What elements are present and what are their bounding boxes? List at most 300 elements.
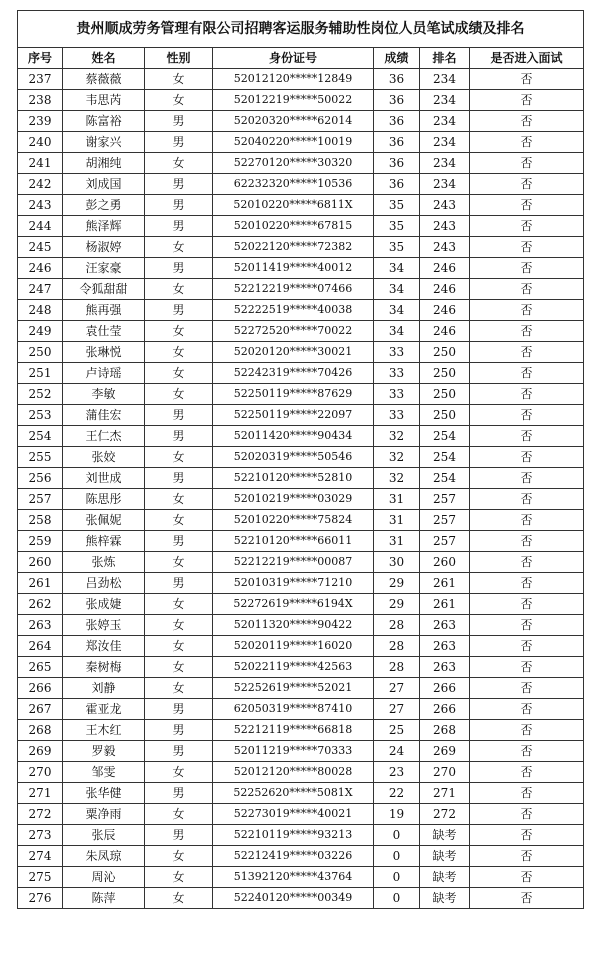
cell-id: 52210119*****93213 (213, 825, 374, 846)
cell-gender: 男 (145, 531, 213, 552)
cell-rank: 缺考 (420, 867, 470, 888)
cell-gender: 女 (145, 153, 213, 174)
cell-gender: 女 (145, 384, 213, 405)
cell-rank: 272 (420, 804, 470, 825)
cell-gender: 女 (145, 447, 213, 468)
cell-rank: 250 (420, 384, 470, 405)
table-row (18, 468, 584, 489)
cell-name: 邹雯 (63, 762, 145, 783)
cell-id: 52020120*****30021 (213, 342, 374, 363)
cell-id: 52270120*****30320 (213, 153, 374, 174)
cell-interview: 否 (470, 636, 584, 657)
table-row (18, 363, 584, 384)
cell-rank: 263 (420, 636, 470, 657)
cell-seq: 253 (18, 405, 63, 426)
table-title: 贵州顺成劳务管理有限公司招聘客运服务辅助性岗位人员笔试成绩及排名 (18, 11, 584, 48)
cell-gender: 女 (145, 237, 213, 258)
cell-id: 52012219*****50022 (213, 90, 374, 111)
cell-name: 令狐甜甜 (63, 279, 145, 300)
cell-name: 张华健 (63, 783, 145, 804)
cell-gender: 男 (145, 699, 213, 720)
cell-interview: 否 (470, 90, 584, 111)
cell-name: 汪家豪 (63, 258, 145, 279)
cell-interview: 否 (470, 699, 584, 720)
cell-score: 23 (374, 762, 420, 783)
cell-name: 彭之勇 (63, 195, 145, 216)
cell-name: 韦思芮 (63, 90, 145, 111)
header-row (18, 48, 584, 69)
cell-rank: 260 (420, 552, 470, 573)
table-row (18, 720, 584, 741)
table-row (18, 153, 584, 174)
cell-interview: 否 (470, 342, 584, 363)
table-row (18, 699, 584, 720)
table-row (18, 657, 584, 678)
cell-name: 张炼 (63, 552, 145, 573)
cell-seq: 276 (18, 888, 63, 909)
cell-seq: 260 (18, 552, 63, 573)
cell-id: 52022120*****72382 (213, 237, 374, 258)
cell-rank: 250 (420, 363, 470, 384)
cell-name: 郑汝佳 (63, 636, 145, 657)
cell-name: 朱凤琼 (63, 846, 145, 867)
cell-name: 卢诗瑶 (63, 363, 145, 384)
cell-id: 52020320*****62014 (213, 111, 374, 132)
cell-gender: 女 (145, 90, 213, 111)
table-row (18, 132, 584, 153)
cell-rank: 246 (420, 258, 470, 279)
cell-score: 19 (374, 804, 420, 825)
cell-seq: 243 (18, 195, 63, 216)
cell-seq: 264 (18, 636, 63, 657)
table-row (18, 615, 584, 636)
cell-name: 袁仕莹 (63, 321, 145, 342)
cell-id: 52242319*****70426 (213, 363, 374, 384)
cell-seq: 272 (18, 804, 63, 825)
cell-gender: 男 (145, 132, 213, 153)
cell-id: 52011219*****70333 (213, 741, 374, 762)
col-header-rank: 排名 (420, 48, 470, 69)
cell-interview: 否 (470, 489, 584, 510)
cell-score: 27 (374, 699, 420, 720)
cell-interview: 否 (470, 69, 584, 90)
cell-score: 36 (374, 153, 420, 174)
col-header-interview: 是否进入面试 (470, 48, 584, 69)
cell-seq: 255 (18, 447, 63, 468)
cell-rank: 234 (420, 69, 470, 90)
cell-gender: 男 (145, 258, 213, 279)
cell-seq: 256 (18, 468, 63, 489)
cell-interview: 否 (470, 846, 584, 867)
cell-seq: 270 (18, 762, 63, 783)
table-row (18, 552, 584, 573)
cell-seq: 254 (18, 426, 63, 447)
table-row (18, 384, 584, 405)
cell-id: 51392120*****43764 (213, 867, 374, 888)
cell-seq: 249 (18, 321, 63, 342)
cell-score: 27 (374, 678, 420, 699)
cell-score: 32 (374, 468, 420, 489)
cell-interview: 否 (470, 552, 584, 573)
cell-score: 36 (374, 174, 420, 195)
table-row (18, 573, 584, 594)
cell-gender: 男 (145, 111, 213, 132)
cell-name: 王仁杰 (63, 426, 145, 447)
cell-gender: 女 (145, 636, 213, 657)
cell-gender: 女 (145, 594, 213, 615)
cell-rank: 263 (420, 615, 470, 636)
cell-rank: 234 (420, 153, 470, 174)
cell-interview: 否 (470, 174, 584, 195)
cell-rank: 266 (420, 699, 470, 720)
cell-seq: 275 (18, 867, 63, 888)
cell-name: 熊再强 (63, 300, 145, 321)
cell-rank: 257 (420, 531, 470, 552)
table-row (18, 300, 584, 321)
cell-seq: 238 (18, 90, 63, 111)
cell-name: 熊泽辉 (63, 216, 145, 237)
cell-interview: 否 (470, 468, 584, 489)
col-header-name: 姓名 (63, 48, 145, 69)
cell-rank: 261 (420, 594, 470, 615)
cell-gender: 男 (145, 720, 213, 741)
cell-id: 52010220*****6811X (213, 195, 374, 216)
cell-id: 52252620*****5081X (213, 783, 374, 804)
cell-id: 52011420*****90434 (213, 426, 374, 447)
cell-gender: 女 (145, 678, 213, 699)
cell-score: 36 (374, 132, 420, 153)
table-row (18, 531, 584, 552)
cell-gender: 男 (145, 783, 213, 804)
cell-seq: 267 (18, 699, 63, 720)
cell-rank: 254 (420, 426, 470, 447)
cell-gender: 女 (145, 804, 213, 825)
cell-seq: 251 (18, 363, 63, 384)
cell-name: 张姣 (63, 447, 145, 468)
cell-rank: 246 (420, 279, 470, 300)
cell-interview: 否 (470, 678, 584, 699)
cell-seq: 266 (18, 678, 63, 699)
cell-score: 29 (374, 594, 420, 615)
cell-rank: 缺考 (420, 846, 470, 867)
cell-gender: 女 (145, 69, 213, 90)
cell-interview: 否 (470, 762, 584, 783)
table-row (18, 426, 584, 447)
cell-interview: 否 (470, 153, 584, 174)
cell-id: 52210120*****66011 (213, 531, 374, 552)
col-header-gender: 性别 (145, 48, 213, 69)
cell-rank: 250 (420, 405, 470, 426)
cell-rank: 缺考 (420, 825, 470, 846)
cell-id: 52272520*****70022 (213, 321, 374, 342)
cell-rank: 246 (420, 300, 470, 321)
cell-gender: 男 (145, 741, 213, 762)
cell-name: 蒲佳宏 (63, 405, 145, 426)
cell-name: 罗毅 (63, 741, 145, 762)
cell-id: 52252619*****52021 (213, 678, 374, 699)
cell-rank: 261 (420, 573, 470, 594)
cell-rank: 254 (420, 468, 470, 489)
cell-interview: 否 (470, 300, 584, 321)
cell-interview: 否 (470, 510, 584, 531)
cell-name: 张佩妮 (63, 510, 145, 531)
cell-id: 52210120*****52810 (213, 468, 374, 489)
table-body (18, 69, 584, 909)
cell-rank: 243 (420, 195, 470, 216)
cell-name: 吕劲松 (63, 573, 145, 594)
table-row (18, 867, 584, 888)
cell-seq: 250 (18, 342, 63, 363)
cell-gender: 女 (145, 615, 213, 636)
cell-interview: 否 (470, 447, 584, 468)
cell-name: 陈富裕 (63, 111, 145, 132)
table-row (18, 825, 584, 846)
cell-id: 52250119*****22097 (213, 405, 374, 426)
cell-interview: 否 (470, 888, 584, 909)
cell-gender: 女 (145, 510, 213, 531)
cell-score: 33 (374, 384, 420, 405)
cell-id: 52240120*****00349 (213, 888, 374, 909)
cell-gender: 男 (145, 216, 213, 237)
table-row (18, 678, 584, 699)
table-row (18, 216, 584, 237)
cell-interview: 否 (470, 783, 584, 804)
cell-name: 胡湘纯 (63, 153, 145, 174)
cell-score: 31 (374, 489, 420, 510)
cell-score: 22 (374, 783, 420, 804)
table-row (18, 342, 584, 363)
cell-score: 31 (374, 510, 420, 531)
cell-name: 刘成国 (63, 174, 145, 195)
cell-name: 张婷玉 (63, 615, 145, 636)
cell-interview: 否 (470, 405, 584, 426)
cell-id: 52272619*****6194X (213, 594, 374, 615)
score-sheet (17, 10, 583, 909)
cell-score: 36 (374, 90, 420, 111)
cell-rank: 271 (420, 783, 470, 804)
cell-interview: 否 (470, 111, 584, 132)
cell-score: 33 (374, 405, 420, 426)
table-row (18, 195, 584, 216)
table-row (18, 258, 584, 279)
cell-seq: 247 (18, 279, 63, 300)
cell-score: 32 (374, 426, 420, 447)
cell-gender: 女 (145, 363, 213, 384)
cell-interview: 否 (470, 426, 584, 447)
cell-score: 35 (374, 216, 420, 237)
cell-id: 52212219*****07466 (213, 279, 374, 300)
cell-seq: 274 (18, 846, 63, 867)
cell-id: 52273019*****40021 (213, 804, 374, 825)
cell-interview: 否 (470, 657, 584, 678)
cell-id: 52010219*****03029 (213, 489, 374, 510)
cell-id: 52022119*****42563 (213, 657, 374, 678)
cell-id: 62050319*****87410 (213, 699, 374, 720)
cell-rank: 234 (420, 90, 470, 111)
cell-rank: 243 (420, 216, 470, 237)
cell-id: 52020119*****16020 (213, 636, 374, 657)
cell-seq: 242 (18, 174, 63, 195)
cell-gender: 女 (145, 279, 213, 300)
table-row (18, 594, 584, 615)
cell-score: 35 (374, 237, 420, 258)
cell-score: 30 (374, 552, 420, 573)
cell-score: 28 (374, 615, 420, 636)
cell-seq: 269 (18, 741, 63, 762)
cell-rank: 270 (420, 762, 470, 783)
cell-name: 杨淑婷 (63, 237, 145, 258)
cell-score: 36 (374, 111, 420, 132)
cell-interview: 否 (470, 804, 584, 825)
cell-id: 52212119*****66818 (213, 720, 374, 741)
cell-seq: 263 (18, 615, 63, 636)
cell-seq: 240 (18, 132, 63, 153)
table-row (18, 69, 584, 90)
cell-interview: 否 (470, 531, 584, 552)
cell-gender: 男 (145, 573, 213, 594)
cell-interview: 否 (470, 615, 584, 636)
cell-name: 粟净雨 (63, 804, 145, 825)
table-row (18, 321, 584, 342)
cell-score: 28 (374, 636, 420, 657)
cell-gender: 男 (145, 468, 213, 489)
table-row (18, 804, 584, 825)
cell-gender: 女 (145, 657, 213, 678)
table-row (18, 174, 584, 195)
cell-seq: 245 (18, 237, 63, 258)
table-row (18, 510, 584, 531)
cell-seq: 265 (18, 657, 63, 678)
col-header-id: 身份证号 (213, 48, 374, 69)
cell-seq: 252 (18, 384, 63, 405)
cell-rank: 268 (420, 720, 470, 741)
cell-gender: 男 (145, 300, 213, 321)
cell-score: 33 (374, 342, 420, 363)
table-row (18, 762, 584, 783)
cell-rank: 243 (420, 237, 470, 258)
cell-score: 33 (374, 363, 420, 384)
cell-id: 52010319*****71210 (213, 573, 374, 594)
cell-score: 0 (374, 867, 420, 888)
cell-interview: 否 (470, 384, 584, 405)
cell-seq: 248 (18, 300, 63, 321)
cell-seq: 259 (18, 531, 63, 552)
cell-gender: 男 (145, 426, 213, 447)
cell-interview: 否 (470, 195, 584, 216)
cell-score: 34 (374, 258, 420, 279)
cell-score: 28 (374, 657, 420, 678)
cell-interview: 否 (470, 216, 584, 237)
cell-name: 张辰 (63, 825, 145, 846)
cell-interview: 否 (470, 237, 584, 258)
cell-seq: 268 (18, 720, 63, 741)
cell-seq: 262 (18, 594, 63, 615)
cell-rank: 269 (420, 741, 470, 762)
cell-interview: 否 (470, 867, 584, 888)
cell-rank: 234 (420, 111, 470, 132)
cell-score: 32 (374, 447, 420, 468)
cell-gender: 女 (145, 321, 213, 342)
cell-id: 52040220*****10019 (213, 132, 374, 153)
cell-interview: 否 (470, 132, 584, 153)
cell-name: 刘世成 (63, 468, 145, 489)
cell-id: 52012120*****80028 (213, 762, 374, 783)
cell-id: 62232320*****10536 (213, 174, 374, 195)
cell-interview: 否 (470, 258, 584, 279)
cell-seq: 244 (18, 216, 63, 237)
cell-rank: 263 (420, 657, 470, 678)
cell-rank: 266 (420, 678, 470, 699)
cell-name: 蔡薇薇 (63, 69, 145, 90)
cell-seq: 239 (18, 111, 63, 132)
cell-rank: 254 (420, 447, 470, 468)
cell-score: 24 (374, 741, 420, 762)
cell-name: 周沁 (63, 867, 145, 888)
cell-gender: 女 (145, 846, 213, 867)
cell-id: 52011320*****90422 (213, 615, 374, 636)
cell-interview: 否 (470, 741, 584, 762)
cell-id: 52212219*****00087 (213, 552, 374, 573)
cell-gender: 男 (145, 405, 213, 426)
cell-score: 36 (374, 69, 420, 90)
cell-gender: 女 (145, 762, 213, 783)
cell-name: 秦树梅 (63, 657, 145, 678)
cell-seq: 261 (18, 573, 63, 594)
cell-interview: 否 (470, 825, 584, 846)
cell-id: 52011419*****40012 (213, 258, 374, 279)
cell-id: 52250119*****87629 (213, 384, 374, 405)
cell-id: 52010220*****67815 (213, 216, 374, 237)
cell-seq: 271 (18, 783, 63, 804)
score-table (17, 10, 584, 909)
table-row (18, 447, 584, 468)
cell-rank: 257 (420, 510, 470, 531)
cell-name: 熊梓霖 (63, 531, 145, 552)
cell-name: 刘静 (63, 678, 145, 699)
cell-name: 张琳悦 (63, 342, 145, 363)
cell-score: 34 (374, 321, 420, 342)
cell-gender: 女 (145, 888, 213, 909)
cell-gender: 女 (145, 552, 213, 573)
cell-score: 31 (374, 531, 420, 552)
table-row (18, 636, 584, 657)
cell-name: 霍亚龙 (63, 699, 145, 720)
cell-score: 0 (374, 846, 420, 867)
cell-name: 谢家兴 (63, 132, 145, 153)
cell-score: 29 (374, 573, 420, 594)
cell-rank: 246 (420, 321, 470, 342)
cell-gender: 男 (145, 195, 213, 216)
table-row (18, 405, 584, 426)
table-row (18, 111, 584, 132)
table-row (18, 237, 584, 258)
cell-gender: 女 (145, 342, 213, 363)
cell-gender: 女 (145, 489, 213, 510)
cell-id: 52212419*****03226 (213, 846, 374, 867)
table-row (18, 888, 584, 909)
table-row (18, 846, 584, 867)
cell-name: 李敏 (63, 384, 145, 405)
cell-rank: 250 (420, 342, 470, 363)
table-row (18, 489, 584, 510)
cell-gender: 男 (145, 174, 213, 195)
cell-seq: 258 (18, 510, 63, 531)
table-row (18, 279, 584, 300)
cell-score: 34 (374, 279, 420, 300)
cell-seq: 241 (18, 153, 63, 174)
cell-interview: 否 (470, 720, 584, 741)
cell-id: 52020319*****50546 (213, 447, 374, 468)
